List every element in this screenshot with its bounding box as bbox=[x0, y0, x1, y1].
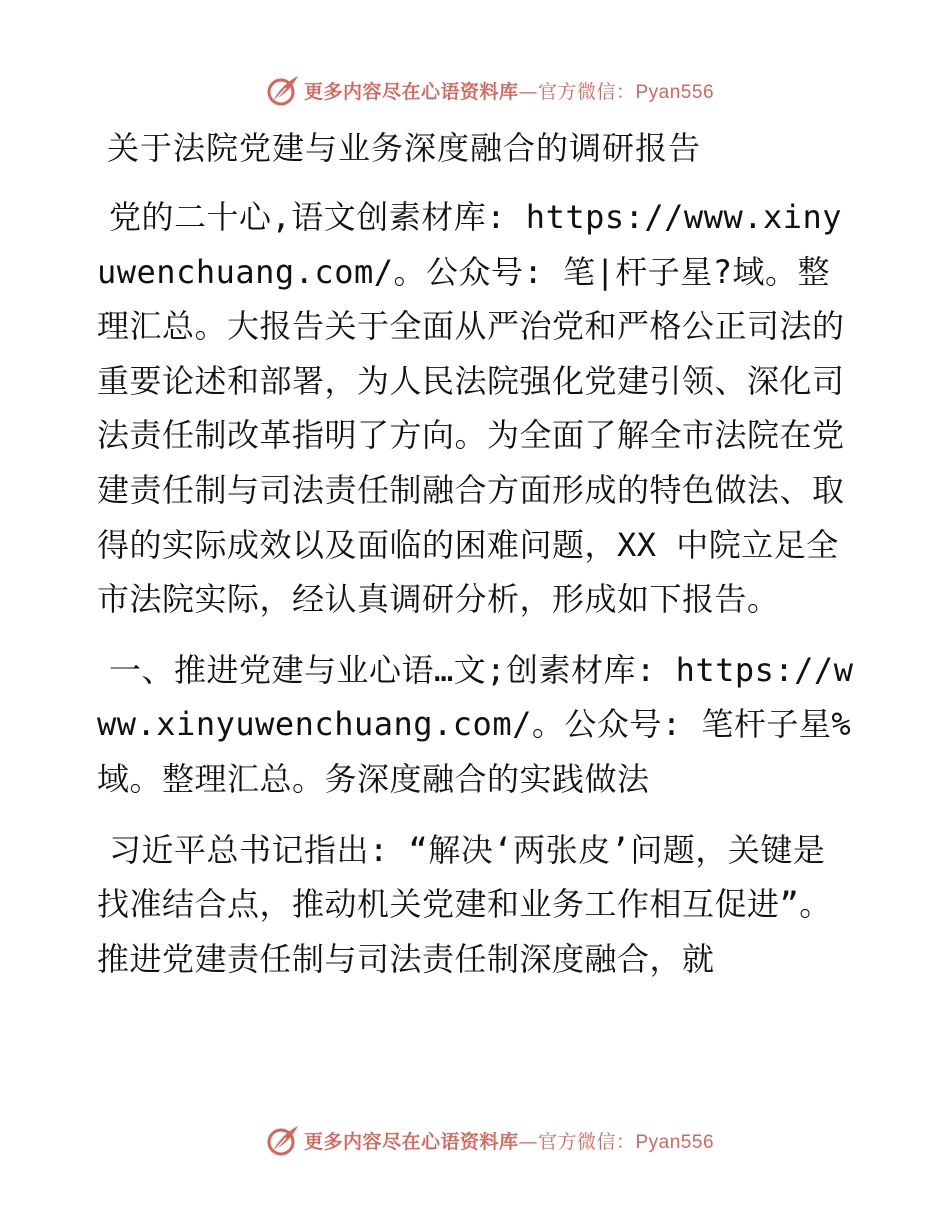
watermark-sub-text: 官方微信： bbox=[537, 1130, 636, 1153]
watermark-banner-bottom bbox=[0, 1120, 950, 1160]
watermark-main-text: 更多内容尽在心语资料库 bbox=[303, 80, 519, 103]
watermark-contact: Pyan556 bbox=[635, 1131, 715, 1153]
watermark-text bbox=[304, 77, 714, 104]
watermark-dash: — bbox=[518, 80, 538, 103]
watermark-text bbox=[304, 1127, 714, 1154]
watermark-dash: — bbox=[518, 1130, 538, 1153]
watermark-contact: Pyan556 bbox=[635, 81, 715, 103]
watermark-main-text: 更多内容尽在心语资料库 bbox=[303, 1130, 519, 1153]
paragraph-1-text: 党的二十心,语文创素材库: https://www.xinyuwenchuang.com/。公众号: 笔|杆子星?域。整理汇总。大报告关于全面从严治党和严格公正司法的重要论述和部署，为人民法院强化党建引领、深化司法责任制改革指明了方向。为全面了解全市法院在党建责任制与司法责任制融合方面形成的特色做法、取得的实际成效以及面临的困难问题，XX 中院立足全市法院实际，经认真调研分析，形成如下报告。 bbox=[97, 198, 845, 619]
paragraph-3-text: 习近平总书记指出: “解决‘两张皮’问题，关键是找准结合点，推动机关党建和业务工作相互促进”。推进党建责任制与司法责任制深度融合，就 bbox=[97, 830, 832, 978]
feather-pen-logo-icon bbox=[266, 1123, 300, 1157]
watermark-banner-top bbox=[0, 70, 950, 110]
paragraph-2-text: 一、推进党建与业心语…文;创素材库: https://www.xinyuwenchuang.com/。公众号: 笔杆子星%域。整理汇总。务深度融合的实践做法 bbox=[97, 650, 854, 798]
paragraph-1 bbox=[97, 190, 857, 627]
feather-pen-logo-icon bbox=[266, 73, 300, 107]
document-body bbox=[97, 122, 857, 986]
document-title: 关于法院党建与业务深度融合的调研报告 bbox=[107, 129, 702, 167]
paragraph-3 bbox=[97, 823, 857, 987]
paragraph-2-heading bbox=[97, 643, 857, 807]
watermark-sub-text: 官方微信： bbox=[537, 80, 636, 103]
